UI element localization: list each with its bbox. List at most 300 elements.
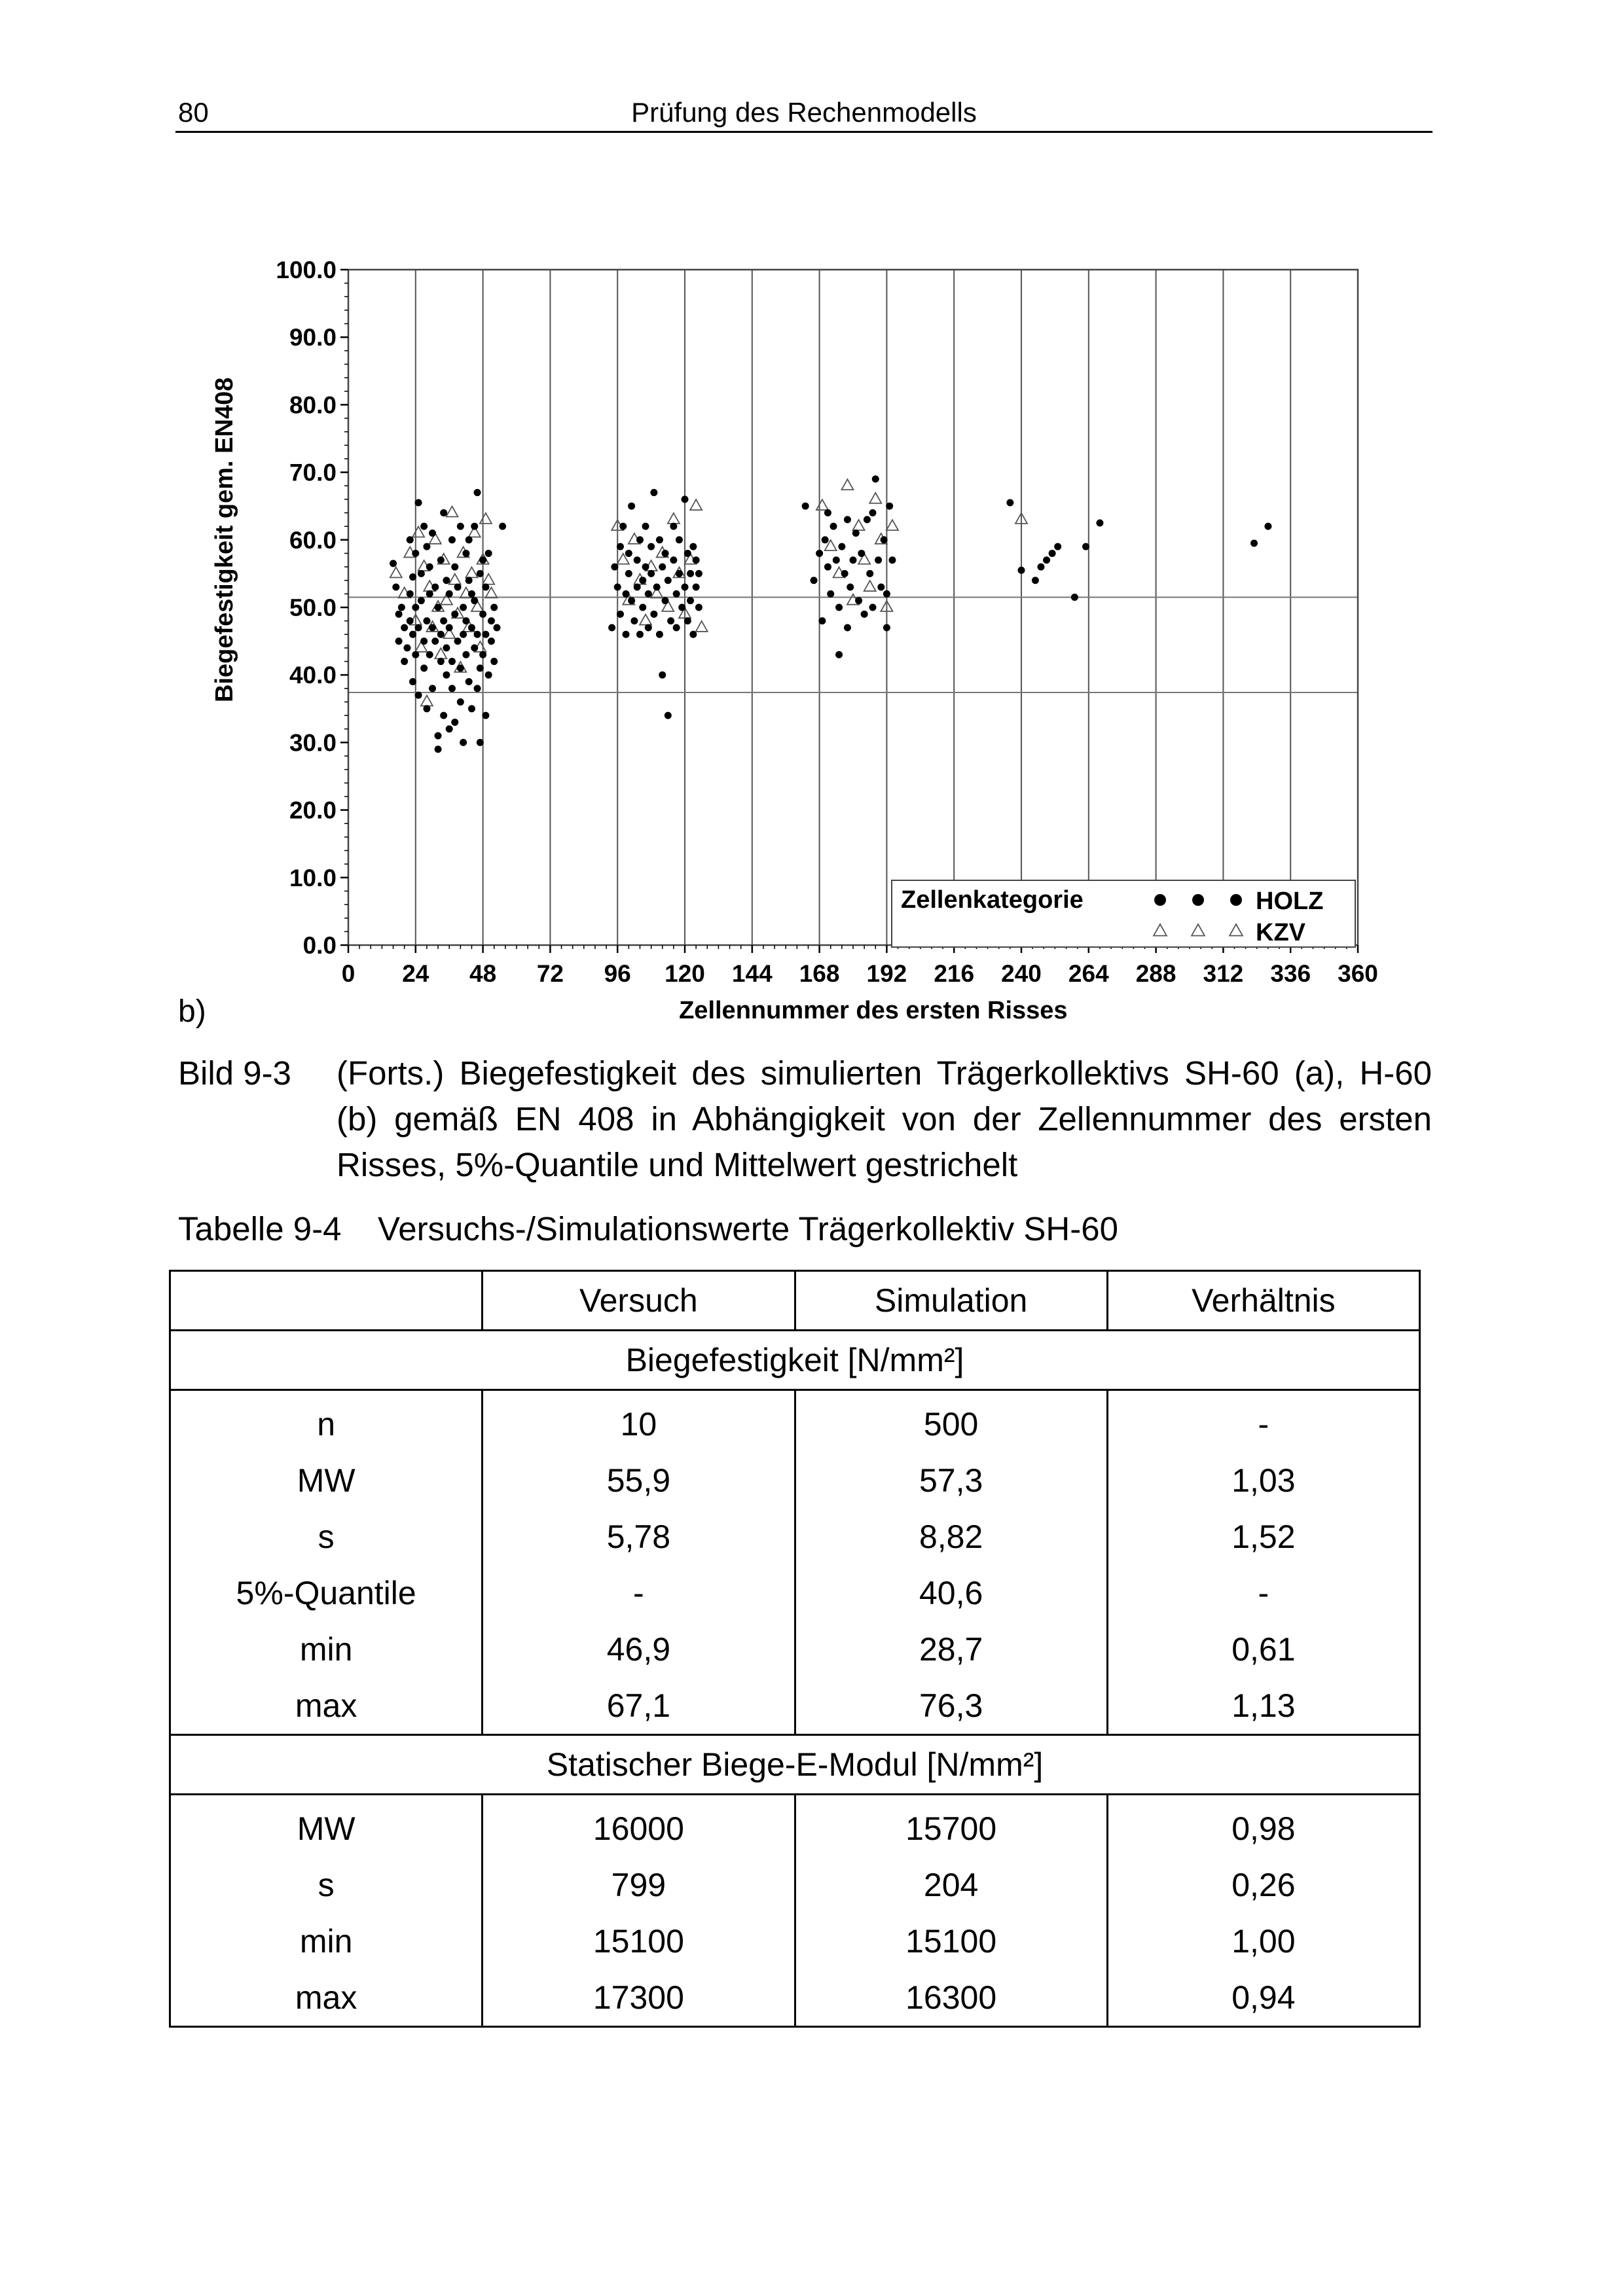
cell-simulation: 204 (795, 1857, 1107, 1913)
cell-versuch: 67,1 (483, 1677, 795, 1735)
holz-point (869, 509, 876, 516)
holz-point (451, 611, 458, 618)
holz-point (841, 570, 848, 577)
holz-point (457, 523, 464, 530)
holz-point (437, 556, 445, 564)
legend-holz-marker (1154, 894, 1166, 906)
section-row-e-modul (170, 1735, 1420, 1795)
holz-point (471, 597, 478, 604)
y-tick-label: 90.0 (289, 324, 337, 351)
holz-point (822, 536, 829, 543)
holz-point (435, 745, 442, 753)
kzv-point (816, 499, 828, 510)
holz-point (614, 584, 621, 591)
x-tick-label: 24 (402, 960, 429, 987)
holz-point (656, 536, 663, 543)
holz-point (395, 611, 403, 618)
cell-versuch: 5,78 (483, 1509, 795, 1565)
holz-point (636, 631, 644, 638)
holz-point (617, 543, 624, 550)
holz-point (474, 631, 481, 638)
running-title: Prüfung des Rechenmodells (631, 97, 977, 128)
holz-point (695, 570, 702, 577)
holz-point (437, 631, 445, 638)
holz-point (881, 536, 888, 543)
y-tick-label: 60.0 (289, 526, 337, 554)
holz-point (448, 536, 456, 543)
row-label: s (170, 1857, 483, 1913)
holz-point (454, 584, 462, 591)
x-tick-label: 72 (536, 960, 564, 987)
table-row (170, 1795, 1420, 1857)
cell-simulation: 76,3 (795, 1677, 1107, 1735)
legend-holz-marker (1230, 894, 1242, 906)
holz-point (659, 564, 666, 571)
cell-verhaeltnis: 1,00 (1107, 1913, 1419, 1969)
cell-versuch: 55,9 (483, 1452, 795, 1509)
holz-point (693, 556, 700, 564)
kzv-point (668, 513, 680, 524)
holz-point (869, 604, 876, 611)
holz-point (888, 556, 896, 564)
holz-point (630, 617, 638, 624)
x-tick-label: 288 (1135, 960, 1176, 987)
cell-verhaeltnis: 0,26 (1107, 1857, 1419, 1913)
holz-point (1096, 520, 1103, 527)
kzv-point (864, 581, 876, 591)
holz-point (423, 617, 430, 624)
row-label: MW (170, 1795, 483, 1857)
holz-point (866, 570, 873, 577)
kzv-point (465, 567, 477, 577)
holz-point (883, 590, 890, 598)
y-axis-label: Biegefestigkeit gem. EN408 (211, 377, 238, 702)
y-tick-label: 20.0 (289, 797, 337, 824)
plot-frame (348, 270, 1358, 945)
table-caption-text: Versuchs-/Simulationswerte Trägerkollektiv SH-60 (378, 1210, 1118, 1247)
holz-point (662, 550, 669, 557)
caption-text: (Forts.) Biegefestigkeit des simulierten Trägerkollektivs SH-60 (a), H-60 (b) gemäß EN 408 in Abhängigkeit von der Zellennummer des ersten Risses, 5%-Quantile und Mittelwert gestrichelt (337, 1054, 1432, 1183)
holz-point (485, 550, 492, 557)
holz-point (611, 564, 618, 571)
holz-point (628, 503, 635, 510)
kzv-point (841, 479, 853, 490)
x-tick-label: 360 (1338, 960, 1378, 987)
kzv-point (446, 507, 458, 517)
holz-point (482, 584, 489, 591)
holz-point (420, 637, 428, 645)
holz-point (395, 637, 403, 645)
holz-point (1006, 499, 1013, 507)
page-header (175, 92, 1432, 133)
y-tick-label: 30.0 (289, 729, 337, 757)
kzv-point (853, 520, 865, 530)
row-label: max (170, 1969, 483, 2027)
legend-holz-marker (1192, 894, 1204, 906)
holz-point (451, 564, 458, 571)
holz-point (802, 503, 809, 510)
holz-point (440, 617, 447, 624)
kzv-point (483, 574, 494, 584)
x-axis-label: Zellennummer des ersten Risses (679, 997, 1068, 1021)
row-label: 5%-Quantile (170, 1565, 483, 1621)
holz-point (850, 556, 857, 564)
holz-point (877, 584, 884, 591)
holz-point (431, 637, 439, 645)
holz-point (678, 604, 685, 611)
table-caption-number: Tabelle 9-4 (178, 1210, 342, 1247)
holz-point (443, 672, 450, 679)
kzv-point (640, 615, 651, 625)
holz-point (499, 523, 506, 530)
holz-point (403, 644, 410, 651)
caption-number: Bild 9-3 (178, 1054, 291, 1092)
holz-point (429, 685, 436, 692)
holz-point (426, 651, 433, 658)
holz-point (488, 617, 495, 624)
holz-point (468, 590, 475, 598)
holz-point (415, 499, 422, 507)
holz-point (446, 590, 453, 598)
holz-point (435, 604, 442, 611)
holz-point (608, 624, 615, 631)
table-row (170, 1390, 1420, 1453)
holz-point (460, 739, 467, 746)
x-tick-label: 336 (1270, 960, 1311, 987)
cell-verhaeltnis: 1,52 (1107, 1509, 1419, 1565)
holz-point (689, 631, 697, 638)
holz-point (448, 685, 456, 692)
holz-point (446, 624, 453, 631)
holz-point (420, 664, 428, 672)
holz-point (827, 590, 834, 598)
row-label: min (170, 1913, 483, 1969)
holz-point (838, 543, 845, 550)
cell-simulation: 15100 (795, 1913, 1107, 1969)
holz-point (670, 556, 677, 564)
holz-point (855, 597, 862, 604)
kzv-point (421, 695, 433, 706)
holz-point (670, 523, 677, 530)
holz-point (684, 550, 691, 557)
holz-point (488, 637, 495, 645)
holz-point (875, 556, 882, 564)
holz-point (418, 597, 425, 604)
cell-simulation: 500 (795, 1390, 1107, 1453)
holz-point (448, 658, 456, 665)
holz-point (642, 564, 649, 571)
holz-point (623, 631, 630, 638)
holz-point (398, 604, 405, 611)
holz-point (687, 570, 694, 577)
holz-point (490, 604, 498, 611)
holz-point (479, 651, 486, 658)
holz-point (471, 644, 478, 651)
table-row (170, 1565, 1420, 1621)
holz-point (407, 617, 414, 624)
holz-point (628, 597, 635, 604)
holz-point (1054, 543, 1061, 550)
holz-point (390, 560, 397, 567)
holz-point (665, 577, 672, 584)
holz-point (409, 631, 416, 638)
holz-point (636, 536, 644, 543)
holz-point (634, 584, 641, 591)
table-row (170, 1969, 1420, 2027)
holz-point (462, 651, 469, 658)
holz-point (429, 624, 436, 631)
holz-point (619, 523, 627, 530)
holz-point (474, 685, 481, 692)
holz-point (460, 604, 467, 611)
holz-point (477, 664, 484, 672)
holz-point (835, 651, 843, 658)
y-tick-label: 100.0 (276, 257, 337, 283)
holz-point (412, 604, 419, 611)
legend-entry-holz: HOLZ (1256, 888, 1324, 915)
holz-point (684, 617, 691, 624)
holz-point (695, 604, 702, 611)
holz-point (412, 651, 419, 658)
kzv-point (886, 520, 898, 530)
cell-verhaeltnis: 1,03 (1107, 1452, 1419, 1509)
holz-point (479, 556, 486, 564)
holz-point (479, 611, 486, 618)
holz-point (650, 611, 657, 618)
table-row (170, 1452, 1420, 1509)
cell-verhaeltnis: 0,98 (1107, 1795, 1419, 1857)
holz-point (465, 536, 473, 543)
holz-point (440, 509, 447, 516)
holz-point (392, 584, 399, 591)
cell-verhaeltnis: - (1107, 1390, 1419, 1453)
holz-point (407, 536, 414, 543)
holz-point (1037, 564, 1044, 571)
x-tick-label: 312 (1203, 960, 1244, 987)
cell-versuch: 15100 (483, 1913, 795, 1969)
y-tick-label: 0.0 (302, 932, 337, 959)
holz-point (435, 732, 442, 740)
holz-point (639, 577, 646, 584)
holz-point (415, 692, 422, 699)
kzv-point (390, 567, 402, 577)
holz-point (665, 712, 672, 719)
cell-verhaeltnis: - (1107, 1565, 1419, 1621)
holz-point (468, 624, 475, 631)
holz-point (662, 597, 669, 604)
holz-point (443, 644, 450, 651)
holz-point (617, 611, 624, 618)
holz-point (833, 556, 840, 564)
holz-point (645, 624, 652, 631)
section-row-biegefestigkeit (170, 1331, 1420, 1390)
holz-point (824, 564, 831, 571)
holz-point (650, 489, 657, 496)
holz-point (418, 570, 425, 577)
cell-versuch: 799 (483, 1857, 795, 1913)
table-header-row (170, 1271, 1420, 1331)
x-tick-label: 96 (604, 960, 631, 987)
x-tick-label: 144 (731, 960, 773, 987)
holz-point (457, 664, 464, 672)
holz-point (465, 577, 473, 584)
cell-versuch: - (483, 1565, 795, 1621)
cell-versuch: 17300 (483, 1969, 795, 2027)
holz-point (872, 475, 879, 482)
holz-point (861, 611, 868, 618)
holz-point (465, 678, 473, 685)
holz-point (423, 705, 430, 712)
holz-point (409, 573, 416, 581)
holz-point (412, 550, 419, 557)
table-row (170, 1913, 1420, 1969)
holz-point (474, 489, 481, 496)
holz-point (625, 570, 632, 577)
table-caption (178, 1210, 1118, 1248)
holz-point (440, 712, 447, 719)
holz-point (659, 672, 666, 679)
y-tick-label: 50.0 (289, 594, 337, 621)
holz-point (830, 523, 837, 530)
kzv-point (690, 499, 702, 510)
holz-point (477, 570, 484, 577)
y-tick-label: 80.0 (289, 391, 337, 419)
row-label: min (170, 1621, 483, 1677)
cell-verhaeltnis: 0,61 (1107, 1621, 1419, 1677)
holz-point (462, 617, 469, 624)
holz-point (485, 672, 492, 679)
holz-point (401, 624, 408, 631)
results-table (169, 1270, 1421, 2028)
x-tick-label: 264 (1068, 960, 1109, 987)
holz-point (642, 523, 649, 530)
holz-point (490, 658, 498, 665)
row-label: max (170, 1677, 483, 1735)
holz-point (454, 637, 462, 645)
holz-point (883, 624, 890, 631)
holz-point (446, 725, 453, 732)
table-row (170, 1857, 1420, 1913)
holz-point (451, 719, 458, 726)
holz-point (858, 550, 865, 557)
cell-verhaeltnis: 0,94 (1107, 1969, 1419, 2027)
cell-simulation: 8,82 (795, 1509, 1107, 1565)
holz-point (460, 631, 467, 638)
holz-point (1082, 543, 1089, 550)
cell-versuch: 46,9 (483, 1621, 795, 1677)
holz-point (645, 590, 652, 598)
scatter-chart (157, 236, 1401, 1021)
holz-point (468, 705, 475, 712)
y-tick-label: 40.0 (289, 662, 337, 689)
kzv-point (869, 493, 881, 503)
holz-point (443, 577, 450, 584)
holz-point (689, 543, 697, 550)
x-tick-label: 192 (866, 960, 907, 987)
x-tick-label: 120 (665, 960, 705, 987)
page-number: 80 (178, 97, 209, 128)
holz-point (816, 550, 823, 557)
section-title: Statischer Biege-E-Modul [N/mm²] (170, 1735, 1420, 1795)
cell-versuch: 10 (483, 1390, 795, 1453)
holz-point (1049, 550, 1056, 557)
holz-point (676, 570, 683, 577)
legend-entry-kzv: KZV (1256, 919, 1305, 946)
kzv-point (696, 621, 708, 632)
table-row (170, 1509, 1420, 1565)
holz-point (1250, 539, 1258, 547)
holz-point (864, 516, 871, 523)
cell-verhaeltnis: 1,13 (1107, 1677, 1419, 1735)
header-cell: Versuch (483, 1271, 795, 1331)
holz-point (409, 678, 416, 685)
holz-point (462, 550, 469, 557)
table-row (170, 1621, 1420, 1677)
holz-point (835, 604, 843, 611)
cell-simulation: 40,6 (795, 1565, 1107, 1621)
legend-title: Zellenkategorie (901, 886, 1084, 914)
row-label: s (170, 1509, 483, 1565)
holz-point (457, 698, 464, 706)
holz-point (824, 509, 831, 516)
holz-point (423, 543, 430, 550)
holz-point (482, 712, 489, 719)
holz-point (1043, 556, 1050, 564)
holz-point (673, 590, 680, 598)
holz-point (844, 516, 851, 523)
holz-point (471, 523, 478, 530)
holz-point (437, 658, 445, 665)
x-tick-label: 216 (934, 960, 975, 987)
holz-point (639, 604, 646, 611)
cell-simulation: 28,7 (795, 1621, 1107, 1677)
y-tick-label: 70.0 (289, 459, 337, 486)
holz-point (673, 624, 680, 631)
holz-point (653, 584, 661, 591)
x-tick-label: 168 (799, 960, 840, 987)
header-cell (170, 1271, 483, 1331)
kzv-point (480, 513, 492, 524)
holz-point (682, 584, 689, 591)
holz-point (656, 631, 663, 638)
cell-simulation: 15700 (795, 1795, 1107, 1857)
holz-point (811, 577, 818, 584)
holz-point (693, 584, 700, 591)
holz-point (647, 543, 655, 550)
y-tick-label: 10.0 (289, 864, 337, 891)
holz-point (407, 590, 414, 598)
cell-simulation: 57,3 (795, 1452, 1107, 1509)
cell-versuch: 16000 (483, 1795, 795, 1857)
holz-point (1032, 577, 1039, 584)
holz-point (415, 624, 422, 631)
kzv-point (449, 574, 461, 584)
holz-point (477, 739, 484, 746)
cell-simulation: 16300 (795, 1969, 1107, 2027)
section-title: Biegefestigkeit [N/mm²] (170, 1331, 1420, 1390)
header-cell: Verhältnis (1107, 1271, 1419, 1331)
holz-point (431, 584, 439, 591)
holz-point (1264, 523, 1271, 530)
holz-point (667, 617, 674, 624)
holz-point (429, 529, 436, 537)
holz-point (818, 617, 826, 624)
holz-point (1071, 594, 1078, 601)
figure-panel-label: b) (178, 994, 206, 1029)
holz-point (676, 536, 683, 543)
holz-point (1018, 567, 1025, 574)
holz-point (401, 658, 408, 665)
